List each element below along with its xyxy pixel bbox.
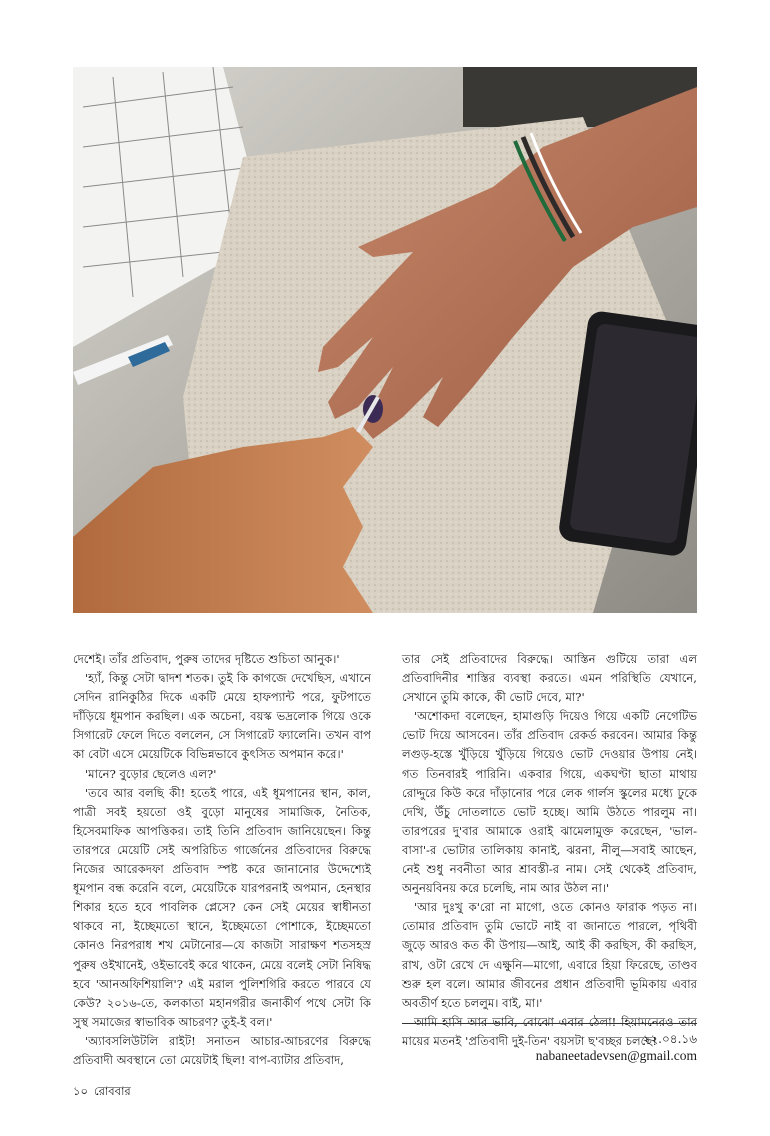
paragraph: আমি হাসি আর ভাবি, বোঝো এবার ঠেলা! হিয়ামনেরও তার মায়ের মতনই 'প্রতিবাদী দুই-তিন' বয়সটা ছ'বচ্ছর চলছে! xyxy=(402,1014,697,1048)
paragraph: 'তবে আর বলছি কী! হতেই পারে, এই ধূমপানের স্থান, কাল, পাত্রী সবই হয়তো ওই বুড়ো মানুষের সামাজিক, নৈতিক, হিসেবমাফিক আপত্তিকর। তাই তিনি প্রতিবাদ জানিয়েছেন। কিন্তু তারপরে মেয়েটি সেই অপরিচিত গার্জেনের প্রতিবাদের বিরুদ্ধে নিজের আরেকদফা প্রতিবাদ স্পষ্ট করে জানানোর উদ্দেশ্যেই ধূমপান বন্ধ করেনি বলে, মেয়েটিকে যারপরনাই অপমান, হেনস্থার শিকার হতে হবে পাবলিক প্লেসে? কেন সেই মেয়ের স্বাধীনতা থাকবে না, ইচ্ছেমতো স্থানে, ইচ্ছেমতো পোশাকে, ইচ্ছেমতো কোনও নিরপরাধ শখ মেটানোর—যে কাজটা সারাক্ষণ শতসহস্র পুরুষ ওইখানেই, ওইভাবেই করে থাকেন, মেয়ে বলেই সেটা নিষিদ্ধ হবে 'আনঅফিশিয়ালি'? এই মরাল পুলিশগিরি করতে পারবে যে কেউ? ২০১৬-তে, কলকাতা মহানগরীর জনাকীর্ণ পথে সেটা কি সুস্থ সমাজের স্বাভাবিক আচরণ? তুই-ই বল।' xyxy=(73,785,371,1029)
page-number: ১০ xyxy=(73,1084,88,1098)
paragraph: 'অ্যাবসলিউটলি রাইট! সনাতন আচার-আচরণের বিরুদ্ধে প্রতিবাদী অবস্থানে তো মেয়েটাই ছিল! বাপ-ব্যাটার প্রতিবাদ, xyxy=(73,1033,371,1067)
signoff-date: ২২.০৪.১৬ xyxy=(642,1032,697,1046)
paragraph: 'আর দুঃখু ক'রো না মাগো, ওতে কোনও ফারাক পড়ত না। তোমার প্রতিবাদ তুমি ভোটে নাই বা জানাতে পারলে, পৃথিবী জুড়ে আরও কত কী উপায়—আই, আই কী করছিস, কী করছিস, রাখ, ওটা রেখে দে এক্ষুনি—মাগো, এবারে হিয়া ফিরেছে, তাণ্ডব শুরু হল বলে। আমার জীবনের প্রধান প্রতিবাদী ভূমিকায় এবার অবতীর্ণ হতে চললুম। বাই, মা।' xyxy=(402,900,697,1010)
section-name: রোববার xyxy=(93,1084,131,1098)
paragraph: 'হ্যাঁ, কিন্তু সেটা দ্বাদশ শতক। তুই কি কাগজে দেখেছিস, এখানে সেদিন রানিকুঠির দিকে একটি মেয়ে হাফপ্যান্ট পরে, ফুটপাতে দাঁড়িয়ে ধূমপান করছিল। এক অচেনা, বয়স্ক ভদ্রলোক গিয়ে ওকে সিগারেট ফেলে দিতে বললেন, সে সিগারেট ফ্যালেনি। তখন বাপ কা বেটা এসে মেয়েটিকে বিভিন্নভাবে কুৎসিত অপমান করে।' xyxy=(73,671,371,762)
paragraph: 'মানে? বুড়োর ছেলেও এল?' xyxy=(85,766,217,781)
page-footer xyxy=(73,1083,131,1099)
voter-ink-finger-photo-icon xyxy=(73,67,697,613)
article-left-column xyxy=(73,650,371,1070)
paragraph: 'অশোকদা বলেছেন, হামাগুড়ি দিয়েও গিয়ে একটি নেগেটিভ ভোট দিয়ে আসবেন। তাঁর প্রতিবাদ রেকর্ড করবেন। আমার কিন্তু লগুড়-হস্তে খুঁড়িয়ে খুঁড়িয়ে গিয়েও ভোট দেওয়ার উপায় নেই। গত তিনবারই পারিনি। একবার গিয়ে, একঘণ্টা ছাতা মাথায় রোদ্দুরে কিউ করে দাঁড়ানোর পরে লেক গার্লস স্কুলের মধ্যে ঢুকে দেখি, উঁচু দোতলাতে ভোট হচ্ছে। আমি উঠতে পারলুম না। তারপরের দু'বার আমাকে ওরাই ঝামেলামুক্ত করেছেন, 'ভাল-বাসা'-র ভোটার তালিকায় কানাই, ঝরনা, নীলু—সবাই আছেন, নেই শুধু নবনীতা আর শ্রাবস্তী-র নাম। সেই থেকেই প্রতিবাদ, অনুনয়বিনয় করে চলেছি, নাম আর উঠল না।' xyxy=(402,709,697,896)
paragraph: দেশেই। তাঁর প্রতিবাদ, পুরুষ তাদের দৃষ্টিতে শুচিতা আনুক।' xyxy=(73,652,340,666)
article-right-column xyxy=(402,650,697,1051)
paragraph: তার সেই প্রতিবাদের বিরুদ্ধে। আস্তিন গুটিয়ে তারা এল প্রতিবাদিনীর শাস্তির ব্যবস্থা করতে। এমন পরিস্থিতি যেখানে, সেখানে তুমি কাকে, কী ভোট দেবে, মা?' xyxy=(402,652,697,705)
article-photo xyxy=(73,67,697,613)
signoff-divider xyxy=(402,1023,697,1024)
author-email: nabaneetadevsen@gmail.com xyxy=(535,1048,697,1063)
